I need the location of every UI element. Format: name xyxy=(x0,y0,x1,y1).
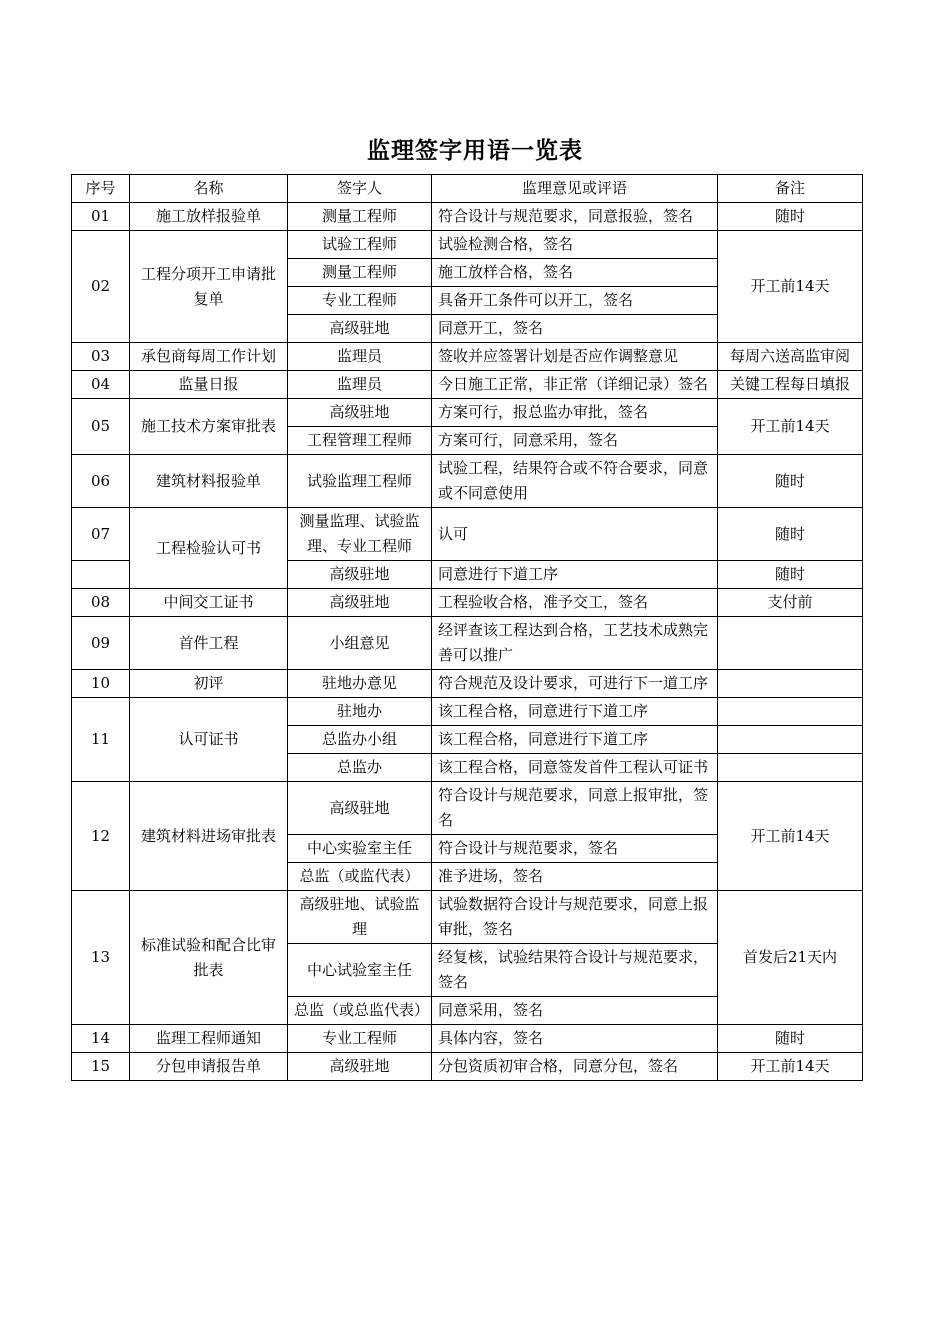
row-signer: 中心实验室主任 xyxy=(288,835,432,863)
signature-terms-table xyxy=(71,174,863,1081)
row-note: 随时 xyxy=(718,561,863,589)
row-opinion: 方案可行，报总监办审批，签名 xyxy=(432,399,718,427)
row-signer: 总监办小组 xyxy=(288,726,432,754)
row-opinion: 符合设计与规范要求，同意报验，签名 xyxy=(432,203,718,231)
table-row xyxy=(72,343,863,371)
row-opinion: 同意采用，签名 xyxy=(432,997,718,1025)
row-signer: 监理员 xyxy=(288,371,432,399)
row-note: 随时 xyxy=(718,455,863,508)
row-signer: 测量工程师 xyxy=(288,203,432,231)
row-signer: 驻地办 xyxy=(288,698,432,726)
row-no: 13 xyxy=(72,891,130,1025)
table-row xyxy=(72,455,863,508)
table-row xyxy=(72,203,863,231)
row-signer: 测量监理、试验监理、专业工程师 xyxy=(288,508,432,561)
row-no: 15 xyxy=(72,1053,130,1081)
row-note: 每周六送高监审阅 xyxy=(718,343,863,371)
row-name: 承包商每周工作计划 xyxy=(130,343,288,371)
row-opinion: 同意进行下道工序 xyxy=(432,561,718,589)
table-row xyxy=(72,670,863,698)
page-title: 监理签字用语一览表 xyxy=(367,137,583,164)
table-row xyxy=(72,399,863,427)
row-signer: 高级驻地 xyxy=(288,561,432,589)
row-no: 02 xyxy=(72,231,130,343)
row-opinion: 经评查该工程达到合格，工艺技术成熟完善可以推广 xyxy=(432,617,718,670)
row-opinion: 该工程合格，同意进行下道工序 xyxy=(432,698,718,726)
row-signer: 高级驻地 xyxy=(288,589,432,617)
row-signer: 高级驻地 xyxy=(288,315,432,343)
row-opinion: 符合设计与规范要求，签名 xyxy=(432,835,718,863)
row-no: 14 xyxy=(72,1025,130,1053)
row-opinion: 方案可行，同意采用，签名 xyxy=(432,427,718,455)
row-signer: 总监（或总监代表） xyxy=(288,997,432,1025)
table-row xyxy=(72,891,863,944)
row-note: 开工前14天 xyxy=(718,231,863,343)
row-note: 随时 xyxy=(718,203,863,231)
table-row xyxy=(72,782,863,835)
row-opinion: 该工程合格，同意签发首件工程认可证书 xyxy=(432,754,718,782)
row-signer: 专业工程师 xyxy=(288,287,432,315)
row-name: 初评 xyxy=(130,670,288,698)
row-note: 随时 xyxy=(718,508,863,561)
row-no: 12 xyxy=(72,782,130,891)
row-signer: 监理员 xyxy=(288,343,432,371)
row-name: 首件工程 xyxy=(130,617,288,670)
row-signer: 小组意见 xyxy=(288,617,432,670)
row-opinion: 工程验收合格，准予交工，签名 xyxy=(432,589,718,617)
row-no: 07 xyxy=(72,508,130,561)
row-no: 03 xyxy=(72,343,130,371)
row-opinion: 该工程合格，同意进行下道工序 xyxy=(432,726,718,754)
header-signer: 签字人 xyxy=(288,175,432,203)
row-no: 04 xyxy=(72,371,130,399)
row-opinion: 今日施工正常，非正常（详细记录）签名 xyxy=(432,371,718,399)
table-row xyxy=(72,371,863,399)
row-signer: 试验工程师 xyxy=(288,231,432,259)
row-signer: 高级驻地 xyxy=(288,782,432,835)
header-name: 名称 xyxy=(130,175,288,203)
row-opinion: 试验数据符合设计与规范要求，同意上报审批，签名 xyxy=(432,891,718,944)
row-note-empty xyxy=(718,754,863,782)
row-note: 关键工程每日填报 xyxy=(718,371,863,399)
table-row xyxy=(72,617,863,670)
header-note: 备注 xyxy=(718,175,863,203)
row-opinion: 符合设计与规范要求，同意上报审批，签名 xyxy=(432,782,718,835)
row-signer: 高级驻地 xyxy=(288,1053,432,1081)
table-row xyxy=(72,698,863,726)
row-name: 监理工程师通知 xyxy=(130,1025,288,1053)
row-signer: 总监（或监代表） xyxy=(288,863,432,891)
row-note xyxy=(718,617,863,670)
row-opinion: 具体内容，签名 xyxy=(432,1025,718,1053)
row-no: 01 xyxy=(72,203,130,231)
row-name: 认可证书 xyxy=(130,698,288,782)
row-note: 开工前14天 xyxy=(718,782,863,891)
table-row xyxy=(72,231,863,259)
header-no: 序号 xyxy=(72,175,130,203)
row-signer: 高级驻地 xyxy=(288,399,432,427)
row-signer: 驻地办意见 xyxy=(288,670,432,698)
row-signer: 试验监理工程师 xyxy=(288,455,432,508)
row-opinion: 签收并应签署计划是否应作调整意见 xyxy=(432,343,718,371)
row-note: 支付前 xyxy=(718,589,863,617)
row-opinion: 同意开工，签名 xyxy=(432,315,718,343)
row-name: 分包申请报告单 xyxy=(130,1053,288,1081)
row-signer: 总监办 xyxy=(288,754,432,782)
table-row xyxy=(72,589,863,617)
row-signer: 高级驻地、试验监理 xyxy=(288,891,432,944)
row-name: 工程检验认可书 xyxy=(130,508,288,589)
row-note: 开工前14天 xyxy=(718,1053,863,1081)
row-opinion: 试验工程，结果符合或不符合要求，同意或不同意使用 xyxy=(432,455,718,508)
row-name: 监量日报 xyxy=(130,371,288,399)
row-opinion: 经复核，试验结果符合设计与规范要求，签名 xyxy=(432,944,718,997)
row-opinion: 施工放样合格，签名 xyxy=(432,259,718,287)
row-opinion: 试验检测合格，签名 xyxy=(432,231,718,259)
row-note-empty xyxy=(718,698,863,726)
row-note xyxy=(718,670,863,698)
row-no: 05 xyxy=(72,399,130,455)
row-name: 工程分项开工申请批复单 xyxy=(130,231,288,343)
row-note: 随时 xyxy=(718,1025,863,1053)
row-name: 标准试验和配合比审批表 xyxy=(130,891,288,1025)
table-header-row xyxy=(72,175,863,203)
row-name: 中间交工证书 xyxy=(130,589,288,617)
row-no: 09 xyxy=(72,617,130,670)
row-signer: 工程管理工程师 xyxy=(288,427,432,455)
table-row xyxy=(72,508,863,561)
table-row xyxy=(72,1025,863,1053)
row-name: 建筑材料进场审批表 xyxy=(130,782,288,891)
row-opinion: 认可 xyxy=(432,508,718,561)
row-note: 首发后21天内 xyxy=(718,891,863,1025)
row-opinion: 具备开工条件可以开工，签名 xyxy=(432,287,718,315)
row-name: 施工技术方案审批表 xyxy=(130,399,288,455)
header-opinion: 监理意见或评语 xyxy=(432,175,718,203)
row-no-empty xyxy=(72,561,130,589)
row-name: 建筑材料报验单 xyxy=(130,455,288,508)
table-row xyxy=(72,1053,863,1081)
row-note-empty xyxy=(718,726,863,754)
row-opinion: 符合规范及设计要求，可进行下一道工序 xyxy=(432,670,718,698)
row-no: 06 xyxy=(72,455,130,508)
row-signer: 中心试验室主任 xyxy=(288,944,432,997)
row-no: 08 xyxy=(72,589,130,617)
row-note: 开工前14天 xyxy=(718,399,863,455)
row-opinion: 分包资质初审合格，同意分包，签名 xyxy=(432,1053,718,1081)
row-opinion: 准予进场，签名 xyxy=(432,863,718,891)
row-signer: 测量工程师 xyxy=(288,259,432,287)
row-name: 施工放样报验单 xyxy=(130,203,288,231)
row-no: 10 xyxy=(72,670,130,698)
row-signer: 专业工程师 xyxy=(288,1025,432,1053)
row-no: 11 xyxy=(72,698,130,782)
